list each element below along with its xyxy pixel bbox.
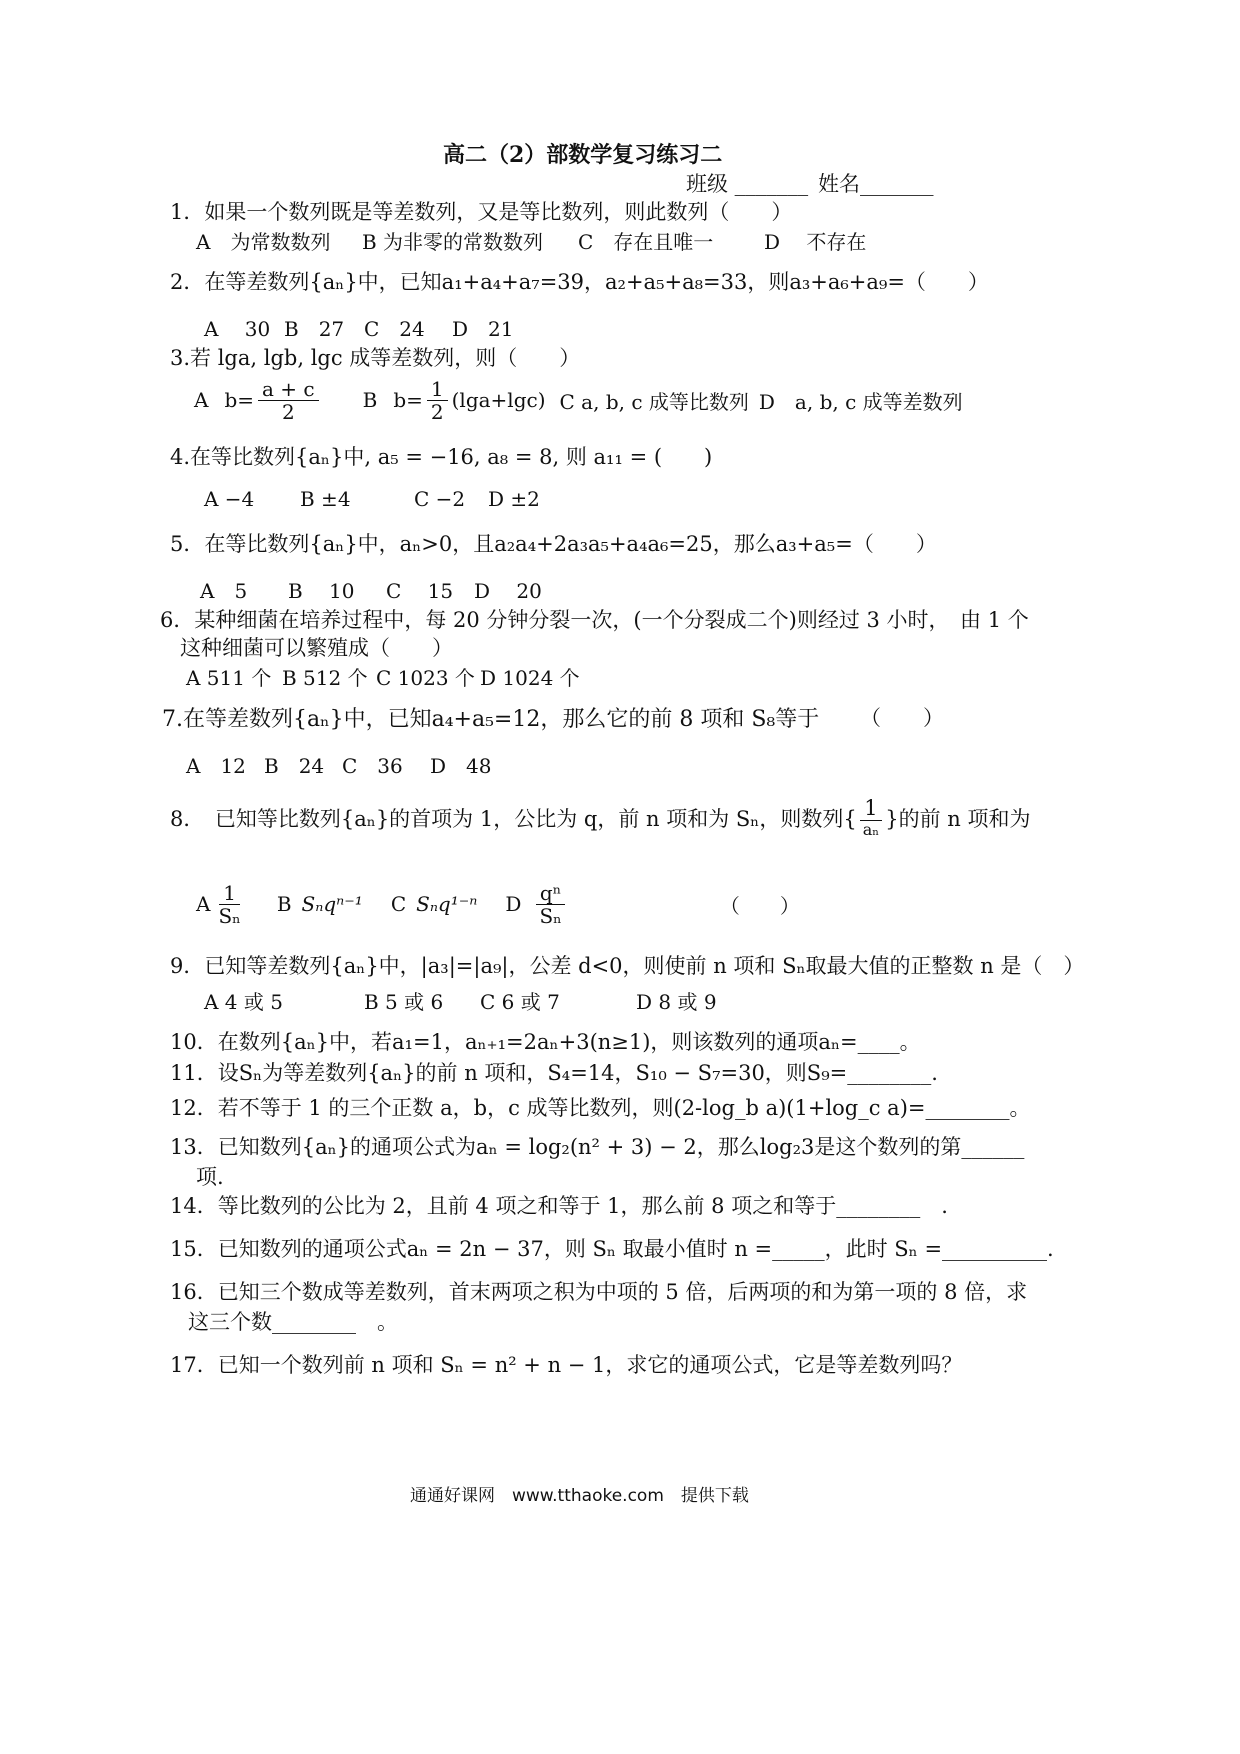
question-5-option-c: C 15 bbox=[386, 579, 454, 603]
class-label: 班级 _______ bbox=[686, 172, 809, 196]
fraction-denominator: aₙ bbox=[862, 820, 880, 840]
question-8-option-d-letter: D bbox=[505, 892, 522, 916]
question-16-stem-line2: 这三个数________ 。 bbox=[188, 1310, 398, 1334]
question-6-option-d: D 1024 个 bbox=[480, 666, 580, 690]
question-9-option-b: B 5 或 6 bbox=[364, 990, 444, 1014]
question-8-stem-end: }的前 n 项和为 bbox=[885, 807, 1031, 831]
question-9-option-a: A 4 或 5 bbox=[204, 990, 283, 1014]
question-4-option-d: D ±2 bbox=[488, 487, 540, 511]
question-10-stem: 10．在数列{aₙ}中，若a₁=1，aₙ₊₁=2aₙ+3(n≥1)，则该数列的通项aₙ=____。 bbox=[170, 1030, 921, 1054]
question-4-option-b: B ±4 bbox=[300, 487, 351, 511]
question-8-stem: 8． 已知等比数列{aₙ}的首项为 1，公比为 q，前 n 项和为 Sₙ，则数列{ bbox=[170, 807, 857, 831]
question-9-option-d: D 8 或 9 bbox=[636, 990, 717, 1014]
question-16-stem: 16．已知三个数成等差数列，首末两项之积为中项的 5 倍，后两项的和为第一项的 8 倍，求 bbox=[170, 1280, 1028, 1304]
question-3-option-b-fraction bbox=[427, 378, 448, 423]
question-2-option-b: B 27 bbox=[284, 317, 345, 341]
question-1-option-d: D 不存在 bbox=[764, 230, 867, 254]
name-label: 姓名_______ bbox=[818, 172, 934, 196]
fraction-numerator: qⁿ bbox=[536, 882, 565, 905]
question-6-stem: 6．某种细菌在培养过程中，每 20 分钟分裂一次，(一个分裂成二个)则经过 3 小时， 由 1 个 bbox=[160, 608, 1029, 632]
question-9-stem: 9．已知等差数列{aₙ}中，|a₃|=|a₉|，公差 d<0，则使前 n 项和 Sₙ取最大值的正整数 n 是（ ） bbox=[170, 954, 1085, 978]
question-4-option-a: A −4 bbox=[204, 487, 255, 511]
question-8-paren: （ ） bbox=[719, 893, 800, 918]
question-6-option-a: A 511 个 bbox=[186, 666, 272, 690]
question-8-option-c-letter: C bbox=[390, 892, 407, 916]
question-8-option-a-fraction bbox=[214, 882, 244, 927]
question-11-stem: 11．设Sₙ为等差数列{aₙ}的前 n 项和，S₄=14，S₁₀ − S₇=30，则S₉=________. bbox=[170, 1061, 938, 1085]
question-1-stem: 1．如果一个数列既是等差数列，又是等比数列，则此数列（ ） bbox=[170, 200, 793, 224]
question-7-option-d: D 48 bbox=[430, 754, 492, 778]
question-17-stem: 17．已知一个数列前 n 项和 Sₙ = n² + n − 1，求它的通项公式，它是等差数列吗？ bbox=[170, 1353, 963, 1377]
question-8-option-b-expr: Sₙqⁿ⁻¹ bbox=[301, 892, 363, 916]
question-9-option-c: C 6 或 7 bbox=[480, 990, 560, 1014]
fraction-denominator: Sₙ bbox=[218, 903, 241, 928]
question-13-stem-line2: 项. bbox=[196, 1165, 224, 1189]
question-14-stem: 14．等比数列的公比为 2，且前 4 项之和等于 1，那么前 8 项之和等于________ . bbox=[170, 1194, 948, 1218]
question-1-option-a: A 为常数数列 bbox=[196, 230, 331, 254]
question-13-stem: 13．已知数列{aₙ}的通项公式为aₙ = log₂(n² + 3) − 2，那么log₂3是这个数列的第______ bbox=[170, 1135, 1025, 1159]
question-7-option-b: B 24 bbox=[264, 754, 325, 778]
fraction-denominator: Sₙ bbox=[539, 903, 562, 928]
question-7-paren: （ ） bbox=[860, 706, 944, 730]
question-4-option-c: C −2 bbox=[414, 487, 466, 511]
fraction-numerator: 1 bbox=[219, 882, 240, 905]
question-3-option-b-b: b= bbox=[393, 388, 423, 412]
fraction-numerator: a + c bbox=[258, 378, 319, 401]
question-8-option-b-letter: B bbox=[276, 892, 292, 916]
question-7-option-a: A 12 bbox=[186, 754, 246, 778]
question-8-option-c-expr: Sₙq¹⁻ⁿ bbox=[416, 892, 478, 916]
question-4-stem: 4.在等比数列{aₙ}中, a₅ = −16, a₈ = 8, 则 a₁₁ = ( ) bbox=[170, 445, 713, 469]
question-2-stem: 2．在等差数列{aₙ}中，已知a₁+a₄+a₇=39，a₂+a₅+a₈=33，则a₃+a₆+a₉=（ ） bbox=[170, 270, 989, 294]
question-7-stem: 7.在等差数列{aₙ}中，已知a₄+a₅=12，那么它的前 8 项和 S₈等于 bbox=[162, 707, 820, 732]
question-3-option-c: C a, b, c 成等比数列 bbox=[559, 389, 749, 414]
fraction-numerator: 1 bbox=[427, 378, 448, 401]
question-5-option-b: B 10 bbox=[288, 579, 355, 603]
question-2-option-d: D 21 bbox=[452, 317, 514, 341]
page-title: 高二（2）部数学复习练习二 bbox=[443, 142, 723, 168]
question-8-options bbox=[196, 876, 800, 932]
question-6-stem-line2: 这种细菌可以繁殖成（ ） bbox=[180, 636, 453, 660]
question-7-option-c: C 36 bbox=[342, 754, 403, 778]
question-6-option-b: B 512 个 bbox=[282, 666, 368, 690]
question-3-options bbox=[194, 372, 963, 428]
question-2-option-c: C 24 bbox=[364, 317, 425, 341]
footer-source: 通通好课网 www.tthaoke.com 提供下载 bbox=[410, 1486, 749, 1506]
question-8-option-d-fraction bbox=[535, 882, 565, 927]
question-12-stem: 12．若不等于 1 的三个正数 a，b，c 成等比数列，则(2-log_b a)(1+log_c a)=________。 bbox=[170, 1096, 1031, 1120]
fraction-denominator: 2 bbox=[430, 399, 444, 424]
question-8-stem-row bbox=[170, 790, 1030, 846]
question-3-option-a-fraction bbox=[258, 378, 319, 423]
question-3-option-a-letter: A bbox=[194, 388, 209, 412]
question-8-stem-fraction bbox=[859, 797, 883, 839]
fraction-numerator: 1 bbox=[860, 797, 881, 821]
question-6-option-c: C 1023 个 bbox=[376, 666, 475, 690]
question-15-stem: 15．已知数列的通项公式aₙ = 2n − 37，则 Sₙ 取最小值时 n =_____，此时 Sₙ =__________. bbox=[170, 1237, 1054, 1261]
question-3-option-d: D a, b, c 成等差数列 bbox=[758, 389, 963, 414]
question-3-option-a-b: b= bbox=[224, 388, 255, 412]
question-3-stem: 3.若 lga, lgb, lgc 成等差数列，则（ ） bbox=[170, 346, 581, 370]
question-1-option-b: B 为非零的常数数列 bbox=[362, 230, 544, 254]
question-8-option-a-letter: A bbox=[196, 892, 211, 916]
question-3-option-b-expr: (lga+lgc) bbox=[451, 388, 546, 412]
question-5-option-a: A 5 bbox=[200, 579, 248, 603]
question-5-option-d: D 20 bbox=[474, 579, 542, 603]
question-3-option-b-letter: B bbox=[362, 388, 378, 412]
question-2-option-a: A 30 bbox=[204, 317, 271, 341]
question-1-option-c: C 存在且唯一 bbox=[578, 230, 714, 254]
fraction-denominator: 2 bbox=[281, 399, 295, 424]
question-5-stem: 5．在等比数列{aₙ}中，aₙ>0，且a₂a₄+2a₃a₅+a₄a₆=25，那么a₃+a₅=（ ） bbox=[170, 532, 937, 556]
